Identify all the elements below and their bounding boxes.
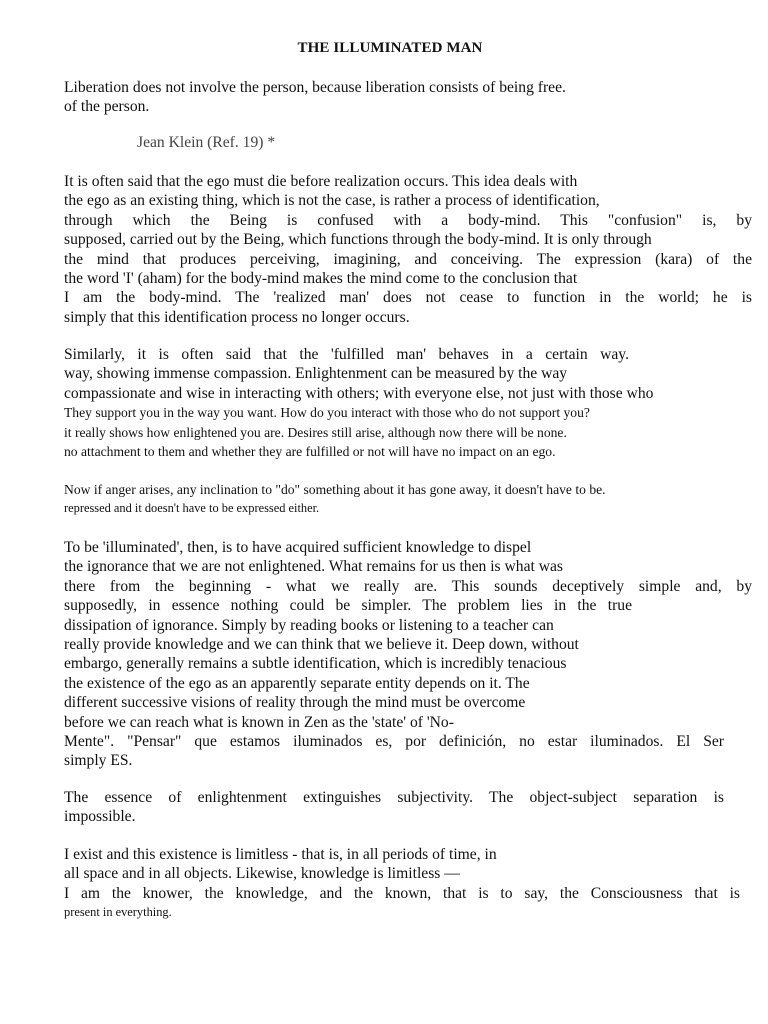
text-line: the mind that produces perceiving, imagining, and conceiving. The expression (kara) of the: [64, 250, 752, 268]
document-title: THE ILLUMINATED MAN: [297, 40, 483, 56]
epigraph-line: Liberation does not involve the person, because liberation consists of being free.: [64, 79, 566, 96]
text-line: all space and in all objects. Likewise, knowledge is limitless —: [64, 865, 460, 883]
text-line: simply ES.: [64, 752, 133, 770]
text-line: I am the body-mind. The 'realized man' does not cease to function in the world; he is: [64, 289, 752, 307]
paragraph-1: [64, 172, 752, 327]
text-line: through which the Being is confused with a body-mind. This "confusion" is, by: [64, 211, 752, 229]
text-line: really provide knowledge and we can think that we believe it. Deep down, without: [64, 635, 579, 653]
text-line: I am the knower, the knowledge, and the known, that is to say, the Consciousness that is: [64, 884, 740, 902]
text-line: To be 'illuminated', then, is to have acquired sufficient knowledge to dispel: [64, 539, 532, 556]
text-line: Mente". "Pensar" que estamos iluminados es, por definición, no estar iluminados. El Ser: [64, 732, 724, 750]
paragraph-2: [64, 345, 752, 461]
text-line: It is often said that the ego must die before realization occurs. This idea deals with: [64, 173, 578, 190]
text-line: Now if anger arises, any inclination to "do" something about it has gone away, it doesn't have to be.: [64, 482, 606, 497]
text-line: the existence of the ego as an apparently separate entity depends on it. The: [64, 674, 530, 692]
epigraph-line: of the person.: [64, 98, 150, 116]
text-line: the word 'I' (aham) for the body-mind makes the mind come to the conclusion that: [64, 269, 578, 287]
text-line: I exist and this existence is limitless - that is, in all periods of time, in: [64, 846, 497, 863]
paragraph-4: [64, 538, 752, 771]
text-line: before we can reach what is known in Zen as the 'state' of 'No-: [64, 713, 454, 731]
text-line: impossible.: [64, 808, 136, 826]
epigraph-author: Jean Klein (Ref. 19) *: [137, 134, 276, 151]
text-line: there from the beginning - what we really are. This sounds deceptively simple and, by: [64, 577, 752, 595]
paragraph-5: [64, 788, 752, 827]
paragraph-6: [64, 845, 752, 923]
text-line: embargo, generally remains a subtle identification, which is incredibly tenacious: [64, 655, 567, 673]
text-line: present in everything.: [64, 905, 172, 920]
text-line: way, showing immense compassion. Enlightenment can be measured by the way: [64, 365, 568, 383]
text-line: simply that this identification process no longer occurs.: [64, 308, 410, 326]
text-line: the ignorance that we are not enlightened. What remains for us then is what was: [64, 558, 563, 576]
text-line: it really shows how enlightened you are. Desires still arise, although now there will be none.: [64, 424, 567, 440]
text-line: dissipation of ignorance. Simply by reading books or listening to a teacher can: [64, 616, 554, 634]
paragraph-3: [64, 480, 752, 519]
text-line: Similarly, it is often said that the 'fulfilled man' behaves in a certain way.: [64, 346, 629, 363]
text-line: repressed and it doesn't have to be expressed either.: [64, 501, 320, 516]
text-line: supposed, carried out by the Being, which functions through the body-mind. It is only through: [64, 231, 652, 249]
text-line: different successive visions of reality through the mind must be overcome: [64, 694, 526, 712]
text-line: The essence of enlightenment extinguishes subjectivity. The object-subject separation is: [64, 789, 724, 806]
epigraph-quote: [64, 78, 752, 117]
text-line: no attachment to them and whether they are fulfilled or not will have no impact on an ego.: [64, 443, 556, 459]
text-line: compassionate and wise in interacting with others; with everyone else, not just with those who: [64, 384, 654, 402]
text-line: They support you in the way you want. How do you interact with those who do not support you?: [64, 405, 590, 421]
text-line: supposedly, in essence nothing could be simpler. The problem lies in the true: [64, 597, 632, 615]
text-line: the ego as an existing thing, which is not the case, is rather a process of identification,: [64, 192, 600, 210]
